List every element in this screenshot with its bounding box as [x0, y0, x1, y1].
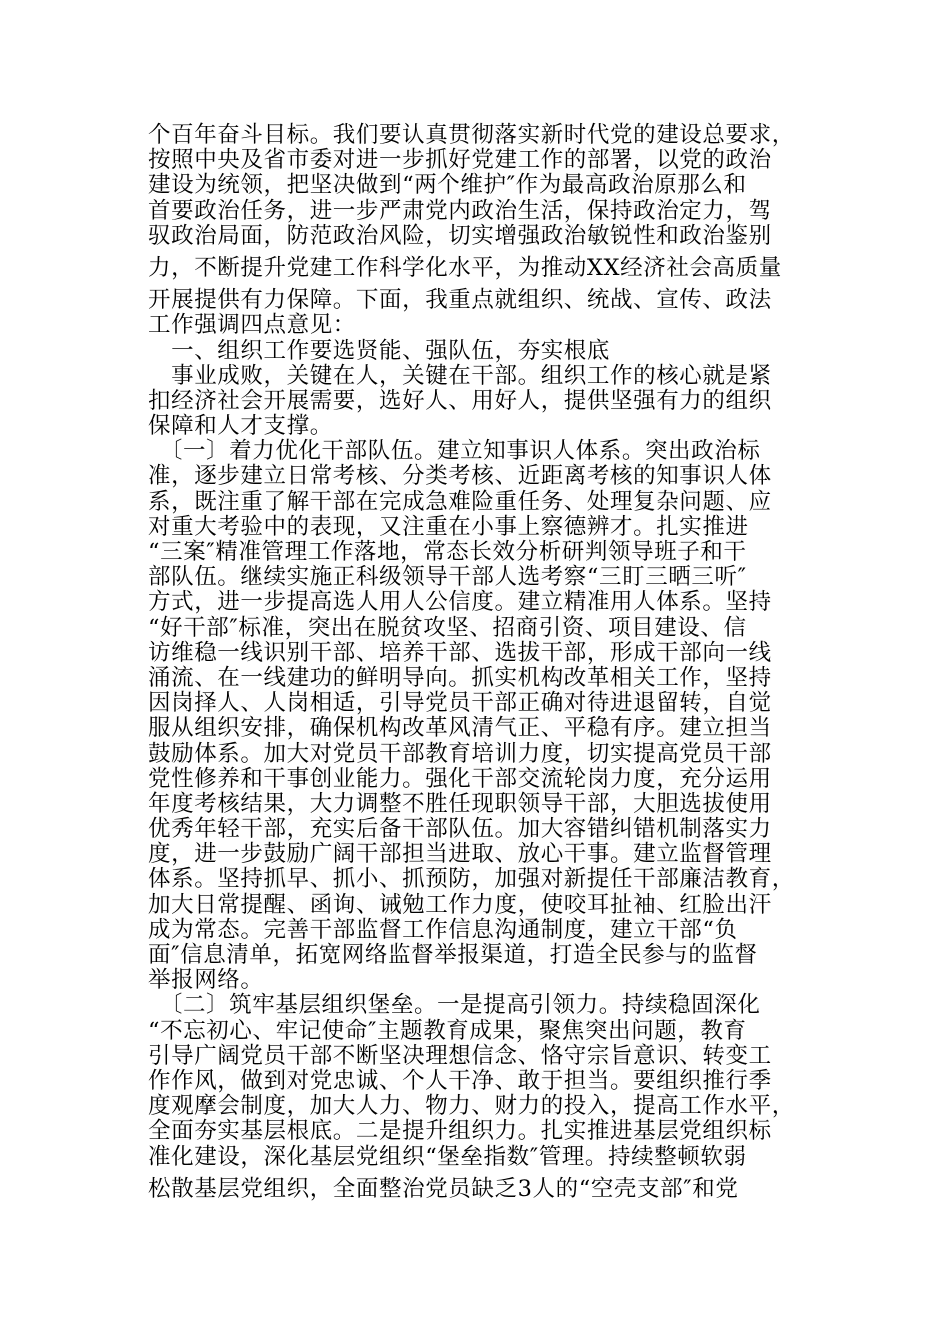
text-line: 全面夯实基层根底。二是提升组织力。扎实推进基层党组织标: [148, 1118, 772, 1145]
text-line: 准化建设，深化基层党组织“堡垒指数″管理。持续整顿软弱: [148, 1143, 747, 1170]
text-line: 按照中央及省市委对进一步抓好党建工作的部署，以党的政治: [148, 147, 772, 174]
text-line: 访维稳一线识别干部、培养干部、选拔干部，形成干部向一线: [148, 639, 772, 666]
text-line: 对重大考验中的表现，又注重在小事上察德辨才。扎实推进: [148, 513, 749, 540]
text-line: “好干部″标准，突出在脱贫攻坚、招商引资、项目建设、信: [148, 614, 747, 641]
text-line: 体系。坚持抓早、抓小、抓预防，加强对新提任干部廉洁教育，: [148, 866, 795, 893]
document-body: [148, 123, 848, 1202]
text-line: 加大日常提醒、函询、诫勉工作力度，使咬耳扯袖、红脸出汗: [148, 891, 772, 918]
text-line: 因岗择人、人岗相适，引导党员干部正确对待进退留转，自觉: [148, 690, 772, 717]
text-line: 度观摩会制度，加大人力、物力、财力的投入，提高工作水平，: [148, 1093, 795, 1120]
text-line: 驭政治局面，防范政治风险，切实增强政治敏锐性和政治鉴别: [148, 222, 772, 249]
text-line: 作作风，做到对党忠诚、个人干净、敢于担当。要组织推行季: [148, 1067, 772, 1094]
text-line: 面″信息清单，拓宽网络监督举报渠道，打造全民参与的监督: [148, 942, 758, 968]
text-line: 年度考核结果，大力调整不胜任现职领导干部，大胆选拔使用: [148, 790, 772, 817]
text-line: 个百年奋斗目标。我们要认真贯彻落实新时代党的建设总要求，: [148, 122, 795, 148]
text-line: 扣经济社会开展需要，选好人、用好人，提供坚强有力的组织: [148, 387, 772, 414]
text-line: 松散基层党组织，全面整治党员缺乏3人的“空壳支部″和党: [148, 1175, 739, 1202]
text-line: 涌流、在一线建功的鲜明导向。抓实机构改革相关工作，坚持: [148, 664, 772, 691]
text-line: 保障和人才支撑。: [148, 413, 333, 440]
text-line: 度，进一步鼓励广阔干部担当进取、放心干事。建立监督管理: [148, 841, 772, 868]
text-line: 成为常态。完善干部监督工作信息沟通制度，建立干部“负: [148, 916, 738, 943]
text-line: 服从组织安排，确保机构改革风清气正、平稳有序。建立担当: [148, 715, 772, 742]
text-line: 举报网络。: [148, 967, 264, 994]
text-line: 党性修养和干事创业能力。强化干部交流轮岗力度，充分运用: [148, 765, 772, 792]
text-line: “三案″精准管理工作落地，常态长效分析研判领导班子和干: [148, 539, 747, 565]
text-line: 建设为统领，把坚决做到“两个维护″作为最高政治原那么和: [148, 172, 747, 199]
text-line: 准，逐步建立日常考核、分类考核、近距离考核的知事识人体: [148, 463, 772, 490]
text-line: 方式，进一步提高选人用人公信度。建立精准用人体系。坚持: [148, 589, 772, 616]
text-line: 工作强调四点意见：: [148, 312, 356, 339]
text-line: 引导广阔党员干部不断坚决理想信念、恪守宗旨意识、转变工: [148, 1042, 772, 1069]
text-line: 首要政治任务，进一步严肃党内政治生活，保持政治定力，驾: [148, 197, 772, 224]
text-line: 部队伍。继续实施正科级领导干部人选考察“三盯三晒三听″: [148, 564, 747, 591]
section-heading: 一、组织工作要选贤能、强队伍，夯实根底: [148, 337, 611, 364]
text-line: 优秀年轻干部，充实后备干部队伍。加大容错纠错机制落实力: [148, 816, 772, 843]
text-line: “不忘初心、牢记使命″主题教育成果，聚焦突出问题，教育: [148, 1017, 747, 1044]
text-line: 鼓励体系。加大对党员干部教育培训力度，切实提高党员干部: [148, 740, 772, 767]
text-line: 开展提供有力保障。下面，我重点就组织、统战、宣传、政法: [148, 287, 772, 314]
text-line: 系，既注重了解干部在完成急难险重任务、处理复杂问题、应: [148, 488, 772, 515]
text-line: 〔一〕着力优化干部队伍。建立知事识人体系。突出政治标: [148, 438, 761, 465]
text-line: 事业成败，关键在人，关键在干部。组织工作的核心就是紧: [148, 362, 772, 389]
text-line: 力，不断提升党建工作科学化水平，为推动XX经济社会高质量: [148, 254, 782, 281]
text-line: 〔二〕筑牢基层组织堡垒。一是提高引领力。持续稳固深化: [148, 992, 761, 1019]
